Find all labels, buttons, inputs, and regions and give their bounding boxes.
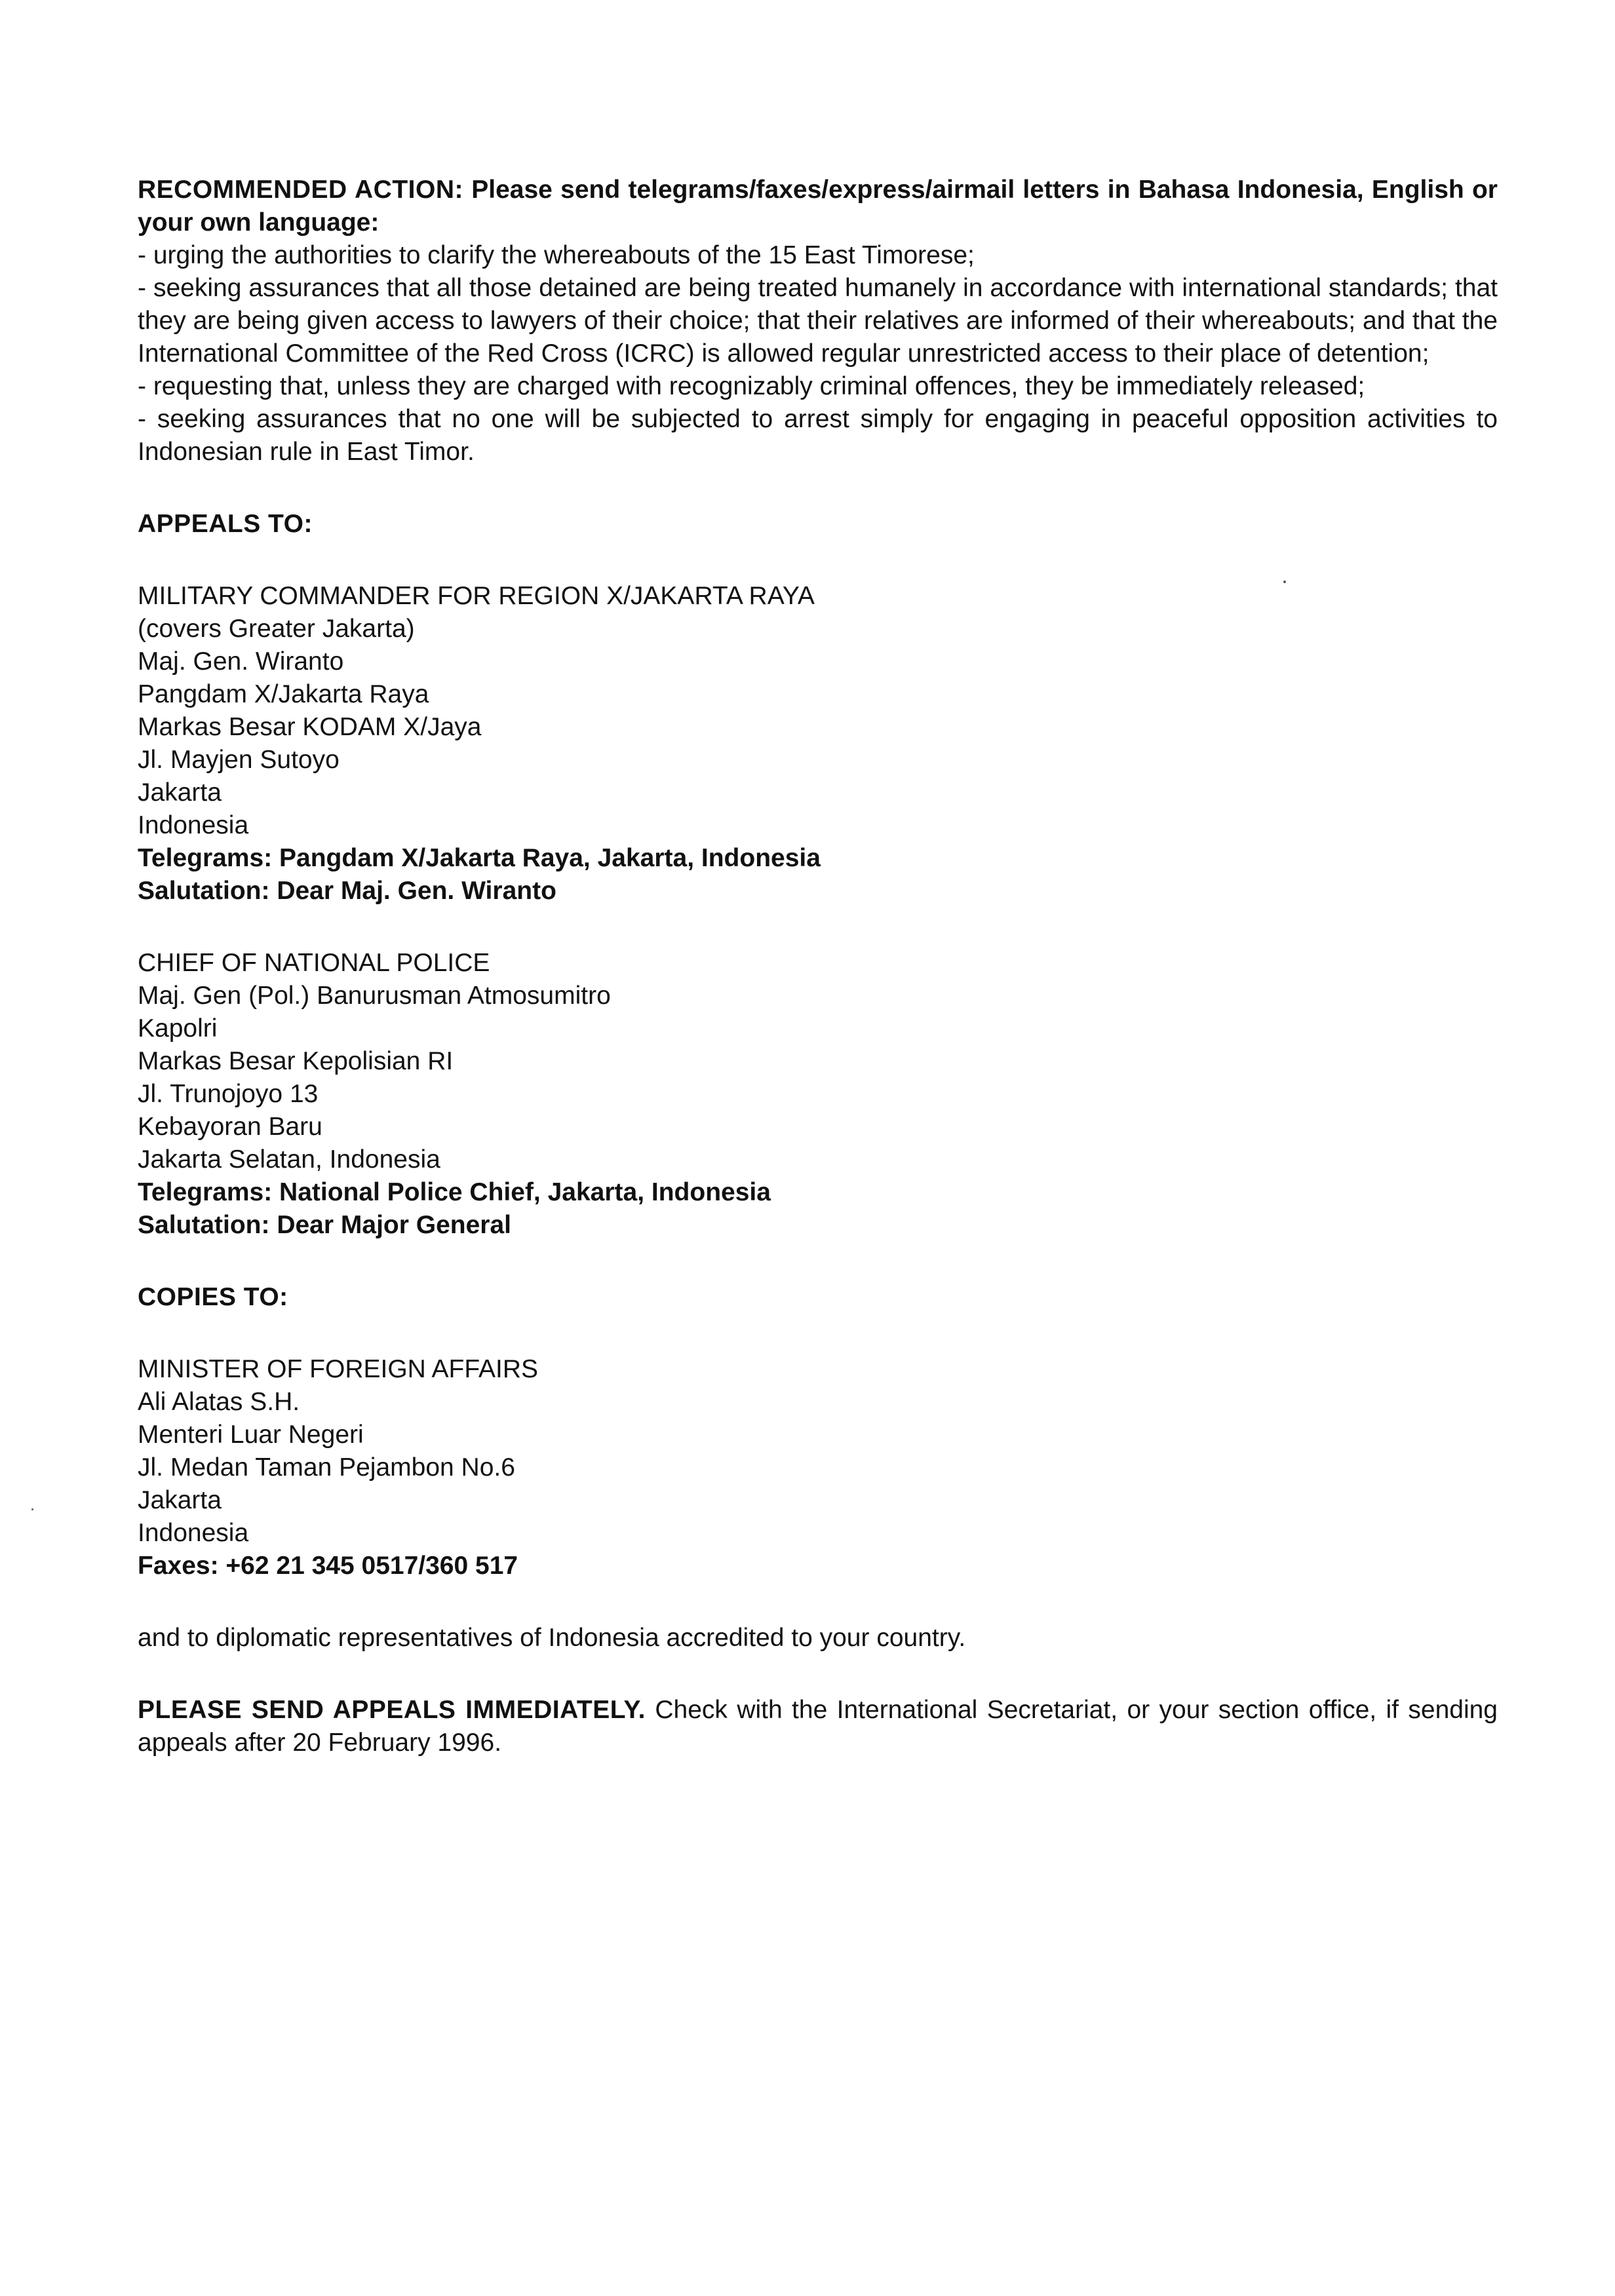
address-line: Indonesia [138, 1519, 249, 1547]
address-line: Indonesia [138, 811, 249, 839]
faxes-line: Faxes: +62 21 345 0517/360 517 [138, 1552, 518, 1580]
closing-label: PLEASE SEND APPEALS IMMEDIATELY. [138, 1696, 646, 1724]
diplomatic-note: and to diplomatic representatives of Indonesia accredited to your country. [138, 1624, 966, 1652]
appeals-heading: APPEALS TO: [138, 510, 313, 538]
address-line: (covers Greater Jakarta) [138, 615, 415, 643]
closing-paragraph [138, 1694, 1498, 1759]
address-line: Kebayoran Baru [138, 1113, 322, 1141]
address-line: Pangdam X/Jakarta Raya [138, 680, 429, 708]
address-line: Kapolri [138, 1014, 218, 1043]
bullet-item: - seeking assurances that all those detained are being treated humanely in accordance with international standards; that they are being given access to lawyers of their choice; that their relatives are informed of their whereabouts; and that the International Committee of the Red Cross (ICRC) is allowed regular unrestricted access to their place of detention; [138, 274, 1498, 368]
address-line: Menteri Luar Negeri [138, 1421, 364, 1449]
address-line: Maj. Gen (Pol.) Banurusman Atmosumitro [138, 982, 611, 1010]
address-line: MINISTER OF FOREIGN AFFAIRS [138, 1355, 539, 1383]
address-block-police [138, 947, 1498, 1242]
address-line: Jakarta [138, 1486, 222, 1514]
telegrams-line: Telegrams: National Police Chief, Jakarta, Indonesia [138, 1178, 771, 1206]
copies-heading: COPIES TO: [138, 1283, 288, 1311]
recommended-action-label: RECOMMENDED ACTION: [138, 176, 463, 204]
scan-speck [31, 1508, 33, 1510]
telegrams-line: Telegrams: Pangdam X/Jakarta Raya, Jakarta, Indonesia [138, 844, 821, 872]
address-line: Ali Alatas S.H. [138, 1388, 300, 1416]
bullet-item: - seeking assurances that no one will be subjected to arrest simply for engaging in peaceful opposition activities to Indonesian rule in East Timor. [138, 405, 1498, 466]
salutation-line: Salutation: Dear Major General [138, 1211, 511, 1239]
address-line: Jl. Mayjen Sutoyo [138, 746, 340, 774]
scan-speck [1283, 581, 1286, 583]
recommended-action-text: Please send telegrams/faxes/express/airmail letters in Bahasa Indonesia, English or your own language: [138, 176, 1498, 237]
address-line: Jl. Medan Taman Pejambon No.6 [138, 1453, 515, 1482]
closing-text: Check with the International Secretariat, or your section office, if sending appeals after 20 February 1996. [138, 1696, 1498, 1757]
recommended-action-intro [138, 174, 1498, 239]
address-line: Markas Besar KODAM X/Jaya [138, 713, 482, 741]
address-line: Markas Besar Kepolisian RI [138, 1047, 454, 1075]
recommended-action-section [138, 174, 1498, 469]
address-line: MILITARY COMMANDER FOR REGION X/JAKARTA RAYA [138, 582, 815, 610]
address-line: Maj. Gen. Wiranto [138, 647, 344, 676]
address-block-military [138, 580, 1498, 908]
bullet-item: - urging the authorities to clarify the whereabouts of the 15 East Timorese; [138, 241, 975, 269]
address-block-foreign-affairs [138, 1353, 1498, 1582]
address-line: Jakarta Selatan, Indonesia [138, 1145, 440, 1174]
address-line: Jakarta [138, 778, 222, 807]
address-line: CHIEF OF NATIONAL POLICE [138, 949, 490, 977]
address-line: Jl. Trunojoyo 13 [138, 1080, 319, 1108]
bullet-item: - requesting that, unless they are charged with recognizably criminal offences, they be immediately released; [138, 372, 1365, 400]
salutation-line: Salutation: Dear Maj. Gen. Wiranto [138, 877, 556, 905]
document-page [138, 174, 1498, 1759]
